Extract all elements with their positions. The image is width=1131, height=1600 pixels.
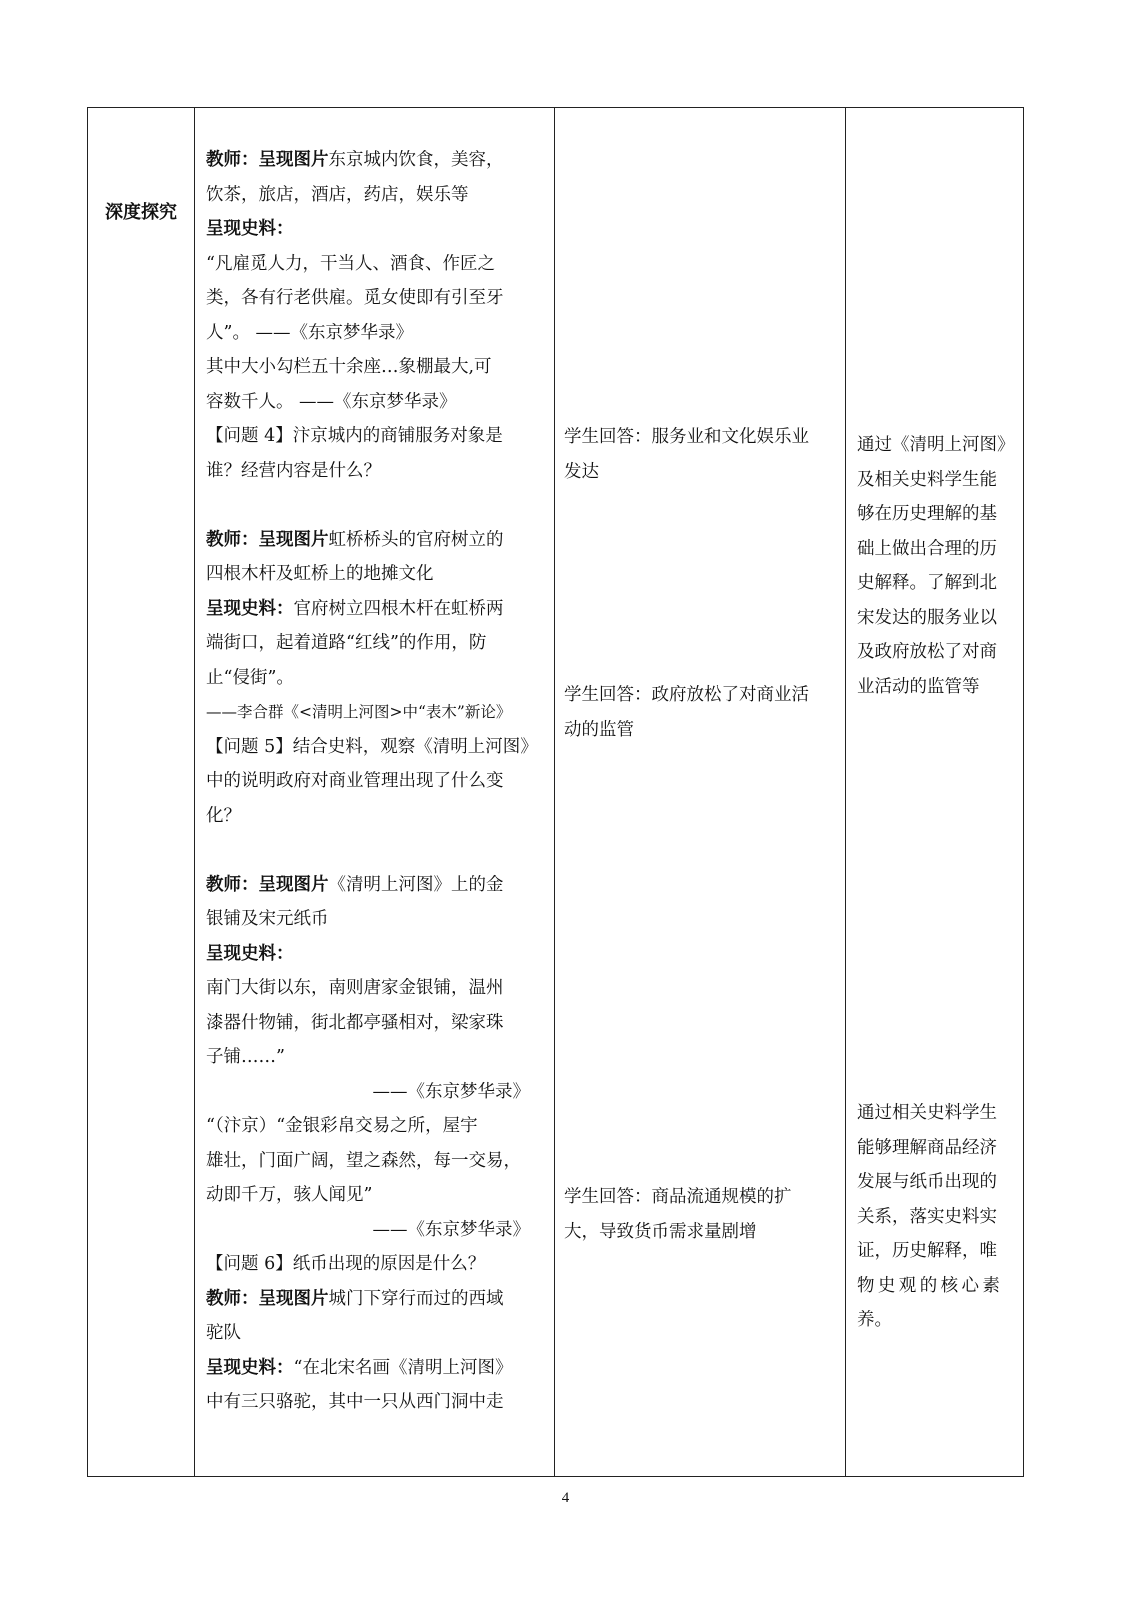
teacher-line-label: 教师：呈现图片 xyxy=(206,150,329,170)
design-intent-line: 物史观的核心素 xyxy=(857,1275,1004,1296)
teacher-line xyxy=(206,902,544,937)
teacher-line xyxy=(206,764,544,799)
teacher-line xyxy=(206,385,544,420)
teacher-line xyxy=(206,971,544,1006)
teacher-line-text: ——《东京梦华录》 xyxy=(372,1081,530,1102)
page-number: 4 xyxy=(561,1490,570,1506)
teacher-line-text: 【问题 5】结合史料，观察《清明上河图》 xyxy=(206,736,538,757)
teacher-line-text: 中有三只骆驼，其中一只从西门洞中走 xyxy=(206,1392,504,1412)
teacher-line-text: 驼队 xyxy=(206,1323,241,1343)
design-intent-line: 够在历史理解的基 xyxy=(857,504,997,524)
teacher-line-text: 漆器什物铺，街北都亭骚相对，梁家珠 xyxy=(206,1012,504,1033)
teacher-line xyxy=(206,626,544,661)
student-answer-line: 动的监管 xyxy=(564,719,634,740)
teacher-line xyxy=(206,1385,544,1420)
design-intent-line: 证，历史解释，唯 xyxy=(857,1241,997,1261)
teacher-line xyxy=(206,937,544,972)
teacher-line-text: 《清明上河图》上的金 xyxy=(328,874,504,895)
teacher-line xyxy=(206,350,544,385)
teacher-line-text: 子铺……” xyxy=(206,1047,285,1067)
design-intent-line: 宋发达的服务业以 xyxy=(857,607,997,628)
teacher-line xyxy=(206,1144,544,1179)
student-answer-1 xyxy=(554,420,845,489)
teacher-line-text: ——李合群《<清明上河图>中“表木”新论》 xyxy=(206,703,512,721)
block-spacer xyxy=(206,488,544,523)
teacher-line xyxy=(206,247,544,282)
design-intent-line: 及政府放松了对商 xyxy=(857,642,997,662)
design-intent-line: 养。 xyxy=(857,1310,892,1330)
teacher-line xyxy=(206,143,544,178)
design-intent-line: 发展与纸币出现的 xyxy=(857,1172,997,1192)
student-answer-line: 学生回答：商品流通规模的扩 xyxy=(564,1187,792,1207)
teacher-line-label: 教师：呈现图片 xyxy=(206,529,329,550)
teacher-line xyxy=(206,1247,544,1282)
teacher-line-text: 四根木杆及虹桥上的地摊文化 xyxy=(206,564,434,584)
block-spacer xyxy=(206,833,544,868)
teacher-line-text: 止“侵街”。 xyxy=(206,667,294,688)
teacher-line xyxy=(206,1006,544,1041)
teacher-line-label: 呈现史料： xyxy=(206,219,294,239)
teacher-line xyxy=(206,212,544,247)
teacher-line xyxy=(206,178,544,213)
teacher-line-text: 容数千人。 ——《东京梦华录》 xyxy=(206,391,457,412)
student-answer-line: 学生回答：政府放松了对商业活 xyxy=(564,685,809,705)
design-intent-line: 通过《清明上河图》 xyxy=(857,435,1015,455)
teacher-line-text: 城门下穿行而过的西域 xyxy=(328,1288,504,1309)
teacher-line xyxy=(206,1075,544,1110)
teacher-line-text: 银铺及宋元纸币 xyxy=(206,909,329,929)
teacher-line-label: 呈现史料： xyxy=(206,943,294,964)
teacher-line-text: 谁？经营内容是什么？ xyxy=(206,460,381,481)
teacher-line xyxy=(206,1213,544,1248)
design-intent-2 xyxy=(845,1096,1025,1338)
teacher-line xyxy=(206,730,544,765)
teacher-activity-column xyxy=(194,143,554,1420)
student-answer-2 xyxy=(554,678,845,747)
teacher-line xyxy=(206,281,544,316)
design-intent-line: 通过相关史料学生 xyxy=(857,1103,997,1123)
teacher-line-text: “在北宋名画《清明上河图》 xyxy=(293,1357,513,1378)
teacher-line-text: 南门大街以东，南则唐家金银铺，温州 xyxy=(206,978,504,998)
teacher-line-text: 端街口，起着道路“红线”的作用，防 xyxy=(206,633,487,653)
teacher-line-label: 呈现史料： xyxy=(206,598,294,619)
teacher-line-label: 呈现史料： xyxy=(206,1357,294,1378)
teacher-line-text: 化？ xyxy=(206,805,241,826)
teacher-line-text: 中的说明政府对商业管理出现了什么变 xyxy=(206,771,504,791)
design-intent-line: 础上做出合理的历 xyxy=(857,538,997,559)
design-intent-line: 关系，落实史料实 xyxy=(857,1206,997,1227)
teacher-line-text: 饮茶，旅店，酒店，药店，娱乐等 xyxy=(206,184,469,205)
teacher-line xyxy=(206,1316,544,1351)
column-divider xyxy=(554,108,555,1476)
section-label: 深度探究 xyxy=(105,202,177,223)
teacher-line xyxy=(206,661,544,696)
teacher-line xyxy=(206,592,544,627)
teacher-line-text: 【问题 4】汴京城内的商铺服务对象是 xyxy=(206,426,503,446)
lesson-table xyxy=(87,107,1024,1477)
design-intent-1 xyxy=(845,428,1025,704)
teacher-line-text: 【问题 6】纸币出现的原因是什么？ xyxy=(206,1254,486,1274)
teacher-line xyxy=(206,454,544,489)
student-answer-line: 学生回答：服务业和文化娱乐业 xyxy=(564,427,809,447)
teacher-line-text: 官府树立四根木杆在虹桥两 xyxy=(293,598,504,619)
student-answer-3 xyxy=(554,1180,845,1249)
teacher-line-label: 教师：呈现图片 xyxy=(206,874,329,895)
teacher-line-text: 其中大小勾栏五十余座…象棚最大,可 xyxy=(206,357,492,377)
teacher-line-text: “（汴京）“金银彩帛交易之所，屋宇 xyxy=(206,1116,478,1136)
teacher-line xyxy=(206,557,544,592)
teacher-line-text: 类，各有行老供雇。觅女使即有引至牙 xyxy=(206,288,504,308)
teacher-line xyxy=(206,1178,544,1213)
teacher-line xyxy=(206,419,544,454)
teacher-line xyxy=(206,1351,544,1386)
student-answer-line: 发达 xyxy=(564,461,599,482)
teacher-line-label: 教师：呈现图片 xyxy=(206,1288,329,1309)
teacher-line xyxy=(206,316,544,351)
design-intent-line: 及相关史料学生能 xyxy=(857,469,997,490)
teacher-line-text: ——《东京梦华录》 xyxy=(372,1219,530,1240)
teacher-line-text: 人”。 ——《东京梦华录》 xyxy=(206,322,414,343)
teacher-line-text: 虹桥桥头的官府树立的 xyxy=(328,529,504,550)
student-answer-line: 大，导致货币需求量剧增 xyxy=(564,1221,757,1242)
teacher-line xyxy=(206,695,544,730)
teacher-line xyxy=(206,868,544,903)
design-intent-line: 能够理解商品经济 xyxy=(857,1137,997,1158)
design-intent-line: 史解释。了解到北 xyxy=(857,573,997,593)
teacher-line-text: 东京城内饮食，美容， xyxy=(328,150,504,170)
teacher-line xyxy=(206,1282,544,1317)
teacher-line xyxy=(206,799,544,834)
teacher-line xyxy=(206,1109,544,1144)
teacher-line-text: 雄壮，门面广阔，望之森然，每一交易， xyxy=(206,1150,521,1171)
design-intent-line: 业活动的监管等 xyxy=(857,676,980,697)
teacher-line xyxy=(206,523,544,558)
teacher-line xyxy=(206,1040,544,1075)
teacher-line-text: “凡雇觅人力，干当人、酒食、作匠之 xyxy=(206,253,495,274)
teacher-line-text: 动即千万，骇人闻见” xyxy=(206,1185,373,1205)
